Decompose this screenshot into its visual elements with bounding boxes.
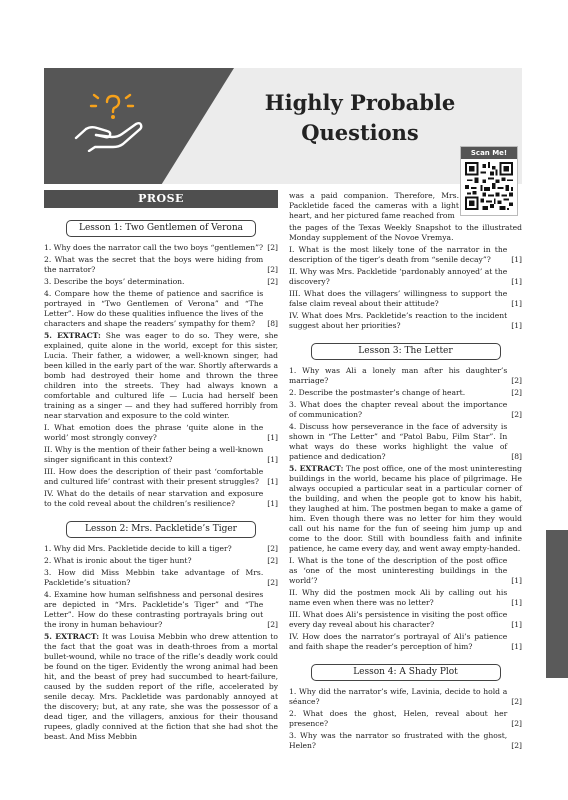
sub-question-item: I. What is the tone of the description of the post office as ‘one of the most uninteresting buildings in the world’? [1] xyxy=(289,556,522,585)
qr-label: Scan Me! xyxy=(461,147,517,159)
question-item: 2. What was the secret that the boys were hiding from the narrator? [2] xyxy=(44,255,278,274)
question-item: 3. What does the chapter reveal about the importance of communication? [2] xyxy=(289,400,522,419)
question-item: 3. How did Miss Mebbin take advantage of Mrs. Packletide’s situation? [2] xyxy=(44,568,278,587)
sub-question-item: IV. What do the details of near starvation and exposure to the cold reveal about the children’s resilience? [1] xyxy=(44,489,278,508)
sub-question-item: II. Why was Mrs. Packletide ‘pardonably annoyed’ at the discovery? [1] xyxy=(289,267,522,286)
sub-question-item: II. Why did the postmen mock Ali by calling out his name even when there was no letter? [1] xyxy=(289,588,522,607)
left-column xyxy=(44,190,278,744)
question-item: 2. Describe the postmaster’s change of heart. [2] xyxy=(289,388,522,397)
side-tab-marker xyxy=(546,530,568,678)
lesson-heading-1: Lesson 1: Two Gentlemen of Verona xyxy=(66,220,256,237)
lesson-heading-4: Lesson 4: A Shady Plot xyxy=(311,664,501,681)
question-item: 4. Discuss how perseverance in the face of adversity is shown in “The Letter” and “Patol Babu, Film Star”. In what ways do these works highlight the value of patience and dedication? [8] xyxy=(289,422,522,461)
question-item: 1. Why did Mrs. Packletide decide to kill a tiger? [2] xyxy=(44,544,278,553)
sub-question-item: I. What emotion does the phrase ‘quite alone in the world’ most strongly convey? [1] xyxy=(44,423,278,442)
section-heading-prose: PROSE xyxy=(44,190,278,208)
question-item: 3. Why was the narrator so frustrated with the ghost, Helen? [2] xyxy=(289,731,522,750)
question-item: 4. Compare how the theme of patience and sacrifice is portrayed in “Two Gentlemen of Verona” and “The Letter”. How do these qualities influence the lives of the characters and shape the readers’ sympathy for them? [8] xyxy=(44,289,278,328)
question-item: 1. Why did the narrator’s wife, Lavinia, decide to hold a séance? [2] xyxy=(289,687,522,706)
question-item: 4. Examine how human selfishness and personal desires are depicted in “Mrs. Packletide’s Tiger” and “The Letter”. How do these contrasting portrayals bring out the irony in human behaviour? [2] xyxy=(44,590,278,629)
sub-question-item: IV. What does Mrs. Packletide’s reaction to the incident suggest about her priorities? [1] xyxy=(289,311,522,330)
page-title xyxy=(250,88,470,148)
sub-question-item: III. What does Ali’s persistence in visiting the post office every day reveal about his character? [1] xyxy=(289,610,522,629)
page-title-line2: Questions xyxy=(301,120,419,145)
lesson-heading-2: Lesson 2: Mrs. Packletide’s Tiger xyxy=(66,521,256,538)
extract-paragraph: 5. EXTRACT: She was eager to do so. They were, she explained, quite alone in the world, except for this sister, Lucia. Their father, a widower, a well-known singer, had been killed in the early part of the war. Shortly afterwards a bomb had destroyed their home and thrown the three children into the streets. They had always known a comfortable and cultured life — Lucia had herself been training as a singer — and they had suffered horribly from near starvation and exposure to the cold winter. xyxy=(44,331,278,420)
extract-continuation-intro: was a paid companion. Therefore, Mrs. Packletide faced the cameras with a light heart, and her pictured fame reached from xyxy=(289,191,459,220)
extract-continuation: the pages of the Texas Weekly Snapshot to the illustrated Monday supplement of the Novoe Vremya. xyxy=(289,223,522,242)
sub-question-item: II. Why is the mention of their father being a well-known singer significant in this context? [1] xyxy=(44,445,278,464)
question-item: 3. Describe the boys’ determination. [2] xyxy=(44,277,278,286)
question-item: 1. Why was Ali a lonely man after his daughter’s marriage? [2] xyxy=(289,366,522,385)
sub-question-item: III. What does the villagers’ willingness to support the false claim reveal about their attitude? [1] xyxy=(289,289,522,308)
extract-paragraph: 5. EXTRACT: The post office, one of the most uninteresting buildings in the world, became his place of pilgrimage. He always occupied a particular seat in a particular corner of the building, and when the people got to know his habit, they laughed at him. The postmen began to make a game of him. Even though there was no letter for him they would call out his name for the fun of seeing him jump up and come to the door. Still with boundless faith and infinite patience, he came every day, and went away empty-handed. xyxy=(289,464,522,553)
lesson-heading-3: Lesson 3: The Letter xyxy=(311,343,501,360)
sub-question-item: I. What is the most likely tone of the narrator in the description of the tiger’s death from “senile decay”? [1] xyxy=(289,245,522,264)
question-item: 2. What is ironic about the tiger hunt? [2] xyxy=(44,556,278,565)
hand-question-icon xyxy=(70,88,150,152)
question-item: 2. What does the ghost, Helen, reveal about her presence? [2] xyxy=(289,709,522,728)
sub-question-item: III. How does the description of their past ‘comfortable and cultured life’ contrast with their present struggles? [1] xyxy=(44,467,278,486)
page-title-line1: Highly Probable xyxy=(264,90,456,115)
question-item: 1. Why does the narrator call the two boys “gentlemen”? [2] xyxy=(44,243,278,252)
extract-paragraph: 5. EXTRACT: It was Louisa Mebbin who drew attention to the fact that the goat was in death-throes from a mortal bullet-wound, while no trace of the rifle’s deadly work could be found on the tiger. Evidently the wrong animal had been hit, and the beast of prey had succumbed to heart-failure, caused by the sudden report of the rifle, accelerated by senile decay. Mrs. Packletide was pardonably annoyed at the discovery; but, at any rate, she was the possessor of a dead tiger, and the villagers, anxious for their thousand rupees, gladly connived at the fiction that she had shot the beast. And Miss Mebbin xyxy=(44,632,278,741)
sub-question-item: IV. How does the narrator’s portrayal of Ali’s patience and faith shape the reader’s perception of him? [1] xyxy=(289,632,522,651)
right-column xyxy=(289,191,522,753)
